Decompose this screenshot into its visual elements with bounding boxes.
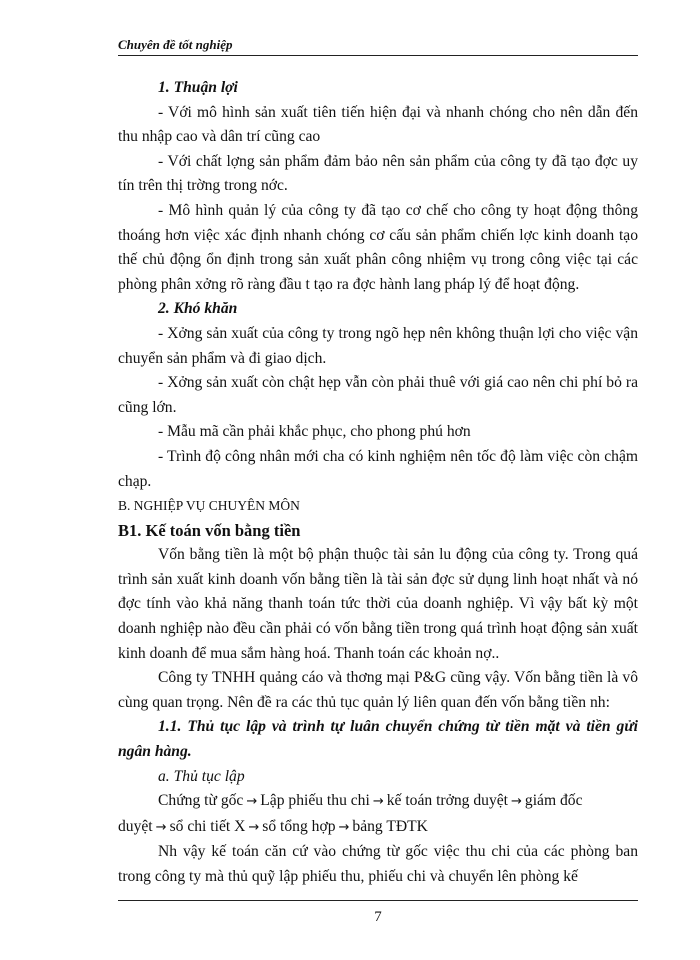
section-1-title: 1. Thuận lợi xyxy=(158,79,238,96)
paragraph: - Mô hình quản lý của công ty đã tạo cơ chế cho công ty hoạt động thông thoáng hơn việc xác định nhanh chóng cơ cấu sản phẩm chiến lợc kinh doanh tạo thế chủ động ổn định trong sản xuất phân công nhiệm vụ trong công việc tại các phòng phân xởng rõ ràng đầu t tạo ra đợc hành lang pháp lý để hoạt động. xyxy=(118,201,638,293)
right-arrow-icon: → xyxy=(372,794,384,810)
page-number: 7 xyxy=(374,909,382,925)
right-arrow-icon: → xyxy=(338,819,350,835)
paragraph: - Xởng sản xuất còn chật hẹp vẫn còn phải thuê với giá cao nên chi phí bỏ ra cũng lớn. xyxy=(118,374,638,416)
right-arrow-icon: → xyxy=(248,819,260,835)
flow-step: sổ tổng hợp xyxy=(262,817,336,835)
page-header xyxy=(118,38,638,56)
procedure-flow-line-2 xyxy=(118,815,638,841)
paragraph: Nh vậy kế toán căn cứ vào chứng từ gốc việc thu chi của các phòng ban trong công ty mà thủ quỹ lập phiếu thu, phiếu chi và chuyển lên phòng kế xyxy=(118,843,638,885)
document-body xyxy=(118,76,638,890)
flow-step: sổ chi tiết X xyxy=(169,817,246,835)
section-2-title: 2. Khó khăn xyxy=(158,300,238,318)
right-arrow-icon: → xyxy=(155,819,167,835)
section-a-title: a. Thủ tục lập xyxy=(158,767,245,785)
flow-step: Chứng từ gốc xyxy=(158,792,244,810)
paragraph: Công ty TNHH quảng cáo và thơng mại P&G cũng vậy. Vốn bằng tiền là vô cùng quan trọng. Nên đề ra các thủ tục quản lý liên quan đến vốn bằng tiền nh: xyxy=(118,669,638,711)
paragraph: - Xởng sản xuất của công ty trong ngõ hẹp nên không thuận lợi cho việc vận chuyển sản phẩm và đi giao dịch. xyxy=(118,324,638,367)
paragraph: Vốn bằng tiền là một bộ phận thuộc tài sản lu động của công ty. Trong quá trình sản xuất kinh doanh vốn bằng tiền là tài sản đợc sử dụng linh hoạt nhất và nó đợc tính vào khả năng thanh toán tức thời của doanh nghiệp. Vì vậy bất kỳ một doanh nghiệp nào đều cần phải có vốn bằng tiền trong quá trình hoạt động sản xuất kinh doanh để mua sắm hàng hoá. Thanh toán các khoản nợ.. xyxy=(118,546,638,662)
flow-step: kế toán trởng duyệt xyxy=(386,792,508,810)
flow-step: Lập phiếu thu chi xyxy=(260,792,370,810)
flow-step: giám đốc xyxy=(524,792,583,810)
paragraph: - Mẫu mã cần phải khắc phục, cho phong phú hơn xyxy=(158,423,471,441)
flow-step: bảng TĐTK xyxy=(352,817,428,835)
right-arrow-icon: → xyxy=(246,794,258,810)
flow-step: duyệt xyxy=(118,817,153,835)
section-1-1-title: 1.1. Thủ tục lập và trình tự luân chuyển chứng từ tiền mặt và tiền gửi ngân hàng. xyxy=(118,718,638,761)
header-text: Chuyên đề tốt nghiệp xyxy=(118,37,233,52)
section-b1-title: B1. Kế toán vốn bằng tiền xyxy=(118,520,301,540)
paragraph: - Trình độ công nhân mới cha có kinh nghiệm nên tốc độ làm việc còn chậm chạp. xyxy=(118,447,638,490)
right-arrow-icon: → xyxy=(511,794,522,810)
paragraph: - Với mô hình sản xuất tiên tiến hiện đại và nhanh chóng cho nên dẫn đến thu nhập cao và dân trí cũng cao xyxy=(118,103,638,146)
page-footer xyxy=(118,900,638,925)
procedure-flow-line-1 xyxy=(118,789,638,815)
paragraph: - Với chất lợng sản phẩm đảm bảo nên sản phẩm của công ty đã tạo đợc uy tín trên thị trờng trong nớc. xyxy=(118,152,638,195)
section-b-title: B. NGHIỆP VỤ CHUYÊN MÔN xyxy=(118,498,300,514)
